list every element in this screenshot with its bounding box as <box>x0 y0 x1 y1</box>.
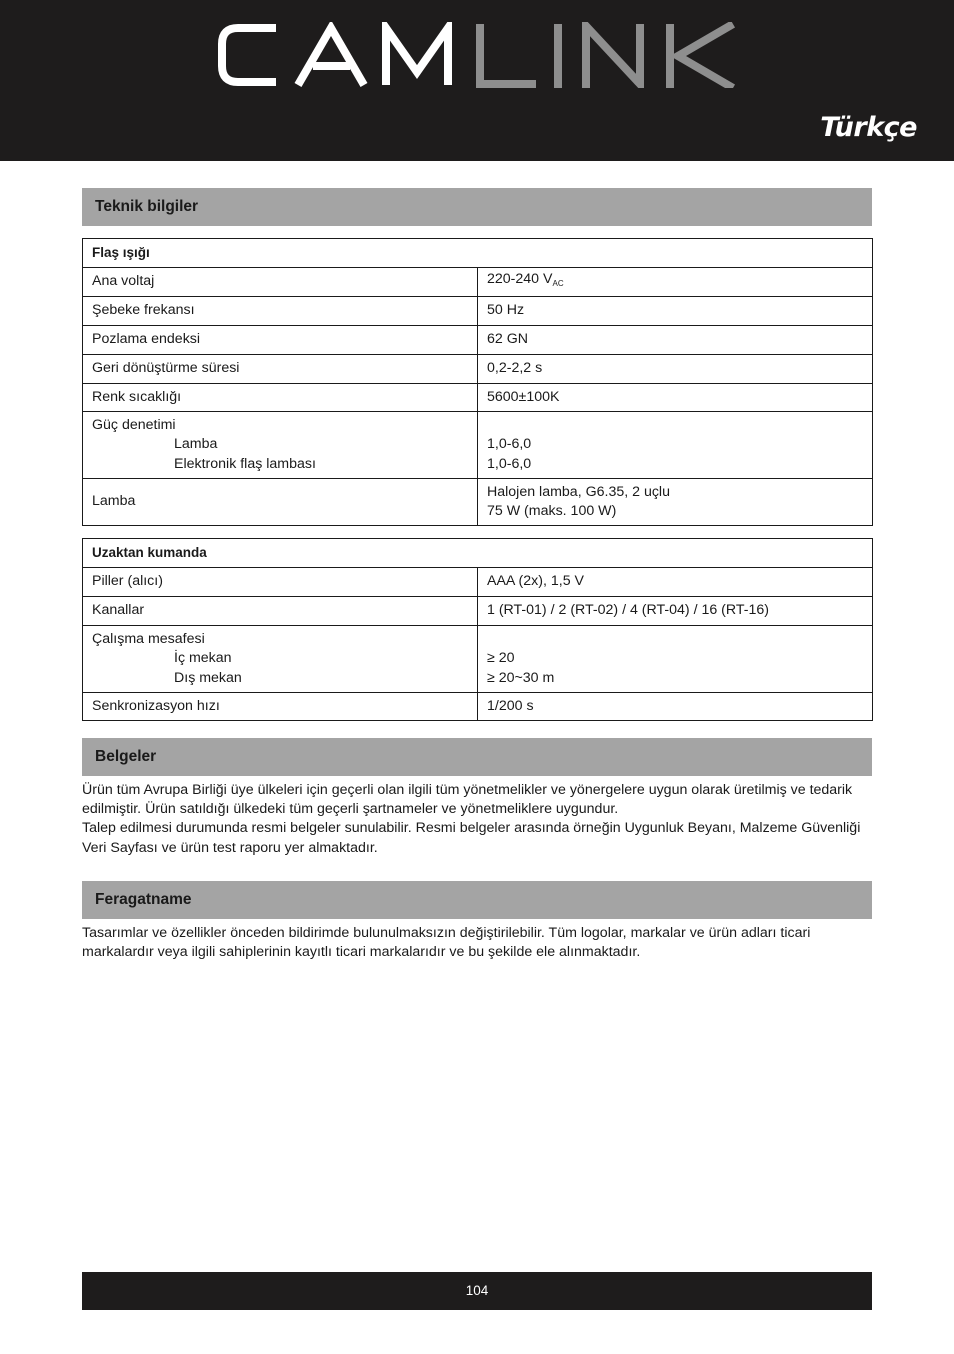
spec-label: Renk sıcaklığı <box>83 384 478 412</box>
language-label: Türkçe <box>820 112 917 143</box>
table-row <box>83 626 873 693</box>
page-number: 104 <box>465 1283 489 1298</box>
table-row <box>83 355 873 384</box>
spec-value: 50 Hz <box>478 297 873 326</box>
spec-label: Şebeke frekansı <box>83 297 478 326</box>
spec-label: Kanallar <box>83 597 478 626</box>
table-row <box>83 412 873 479</box>
disclaimer-paragraph: Tasarımlar ve özellikler önceden bildirimde bulunulmaksızın değiştirilebilir. Tüm logolar, markalar ve ürün adları ticari markalardır veya ilgili sahiplerinin kayıtlı ticari markalarıdır ve bu şekilde ele alınmaktadır. <box>82 925 811 961</box>
documents-paragraph: Talep edilmesi durumunda resmi belgeler sunulabilir. Resmi belgeler arasında örneğin Uygunluk Beyanı, Malzeme Güvenliği Veri Sayfası ve ürün test raporu yer almaktadır. <box>82 820 861 856</box>
spec-label: Geri dönüştürme süresi <box>83 355 478 384</box>
spec-value: 5600±100K <box>478 384 873 412</box>
table-row <box>83 384 873 412</box>
spec-label: Güç denetimi Lamba Elektronik flaş lambası <box>83 412 478 479</box>
spec-label: Piller (alıcı) <box>83 568 478 597</box>
spec-value: 1 (RT-01) / 2 (RT-02) / 4 (RT-04) / 16 (RT-16) <box>478 597 873 626</box>
table-row <box>83 597 873 626</box>
spec-label: Lamba <box>83 479 478 526</box>
spec-value: Halojen lamba, G6.35, 2 uçlu 75 W (maks. 100 W) <box>478 479 873 526</box>
spec-value: 0,2-2,2 s <box>478 355 873 384</box>
documents-text <box>82 781 872 858</box>
spec-label: Çalışma mesafesi İç mekan Dış mekan <box>83 626 478 693</box>
disclaimer-text <box>82 924 872 962</box>
spec-value: 1/200 s <box>478 693 873 721</box>
table-header-row <box>83 539 873 568</box>
table-row <box>83 693 873 721</box>
table-row <box>83 268 873 297</box>
spec-value: 220-240 $V_{AC}$ <box>478 268 873 297</box>
table-row <box>83 326 873 355</box>
section-title-specs: Teknik bilgiler <box>82 188 872 226</box>
spec-label: Pozlama endeksi <box>83 326 478 355</box>
spec-value: 1,0-6,0 1,0-6,0 <box>478 412 873 479</box>
remote-spec-table <box>82 538 873 721</box>
camlink-logo <box>216 22 738 88</box>
spec-value: ≥ 20 ≥ 20~30 m <box>478 626 873 693</box>
spec-label: Ana voltaj <box>83 268 478 297</box>
table-title: Flaş ışığı <box>83 239 873 268</box>
table-row <box>83 568 873 597</box>
page-header <box>0 0 954 161</box>
flash-spec-table <box>82 238 873 526</box>
page-footer <box>82 1272 872 1310</box>
documents-paragraph: Ürün tüm Avrupa Birliği üye ülkeleri için geçerli olan ilgili tüm yönetmelikler ve yönergelere uygun olarak üretilmiş ve tedarik edilmiştir. Ürün satıldığı ülkedeki tüm geçerli şartnameler ve yönetmeliklere uygundur. <box>82 782 853 818</box>
table-row <box>83 479 873 526</box>
spec-value: 62 GN <box>478 326 873 355</box>
table-title: Uzaktan kumanda <box>83 539 873 568</box>
table-row <box>83 297 873 326</box>
section-title-documents: Belgeler <box>82 738 872 776</box>
table-header-row <box>83 239 873 268</box>
section-title-disclaimer: Feragatname <box>82 881 872 919</box>
spec-label: Senkronizasyon hızı <box>83 693 478 721</box>
spec-value: AAA (2x), 1,5 V <box>478 568 873 597</box>
